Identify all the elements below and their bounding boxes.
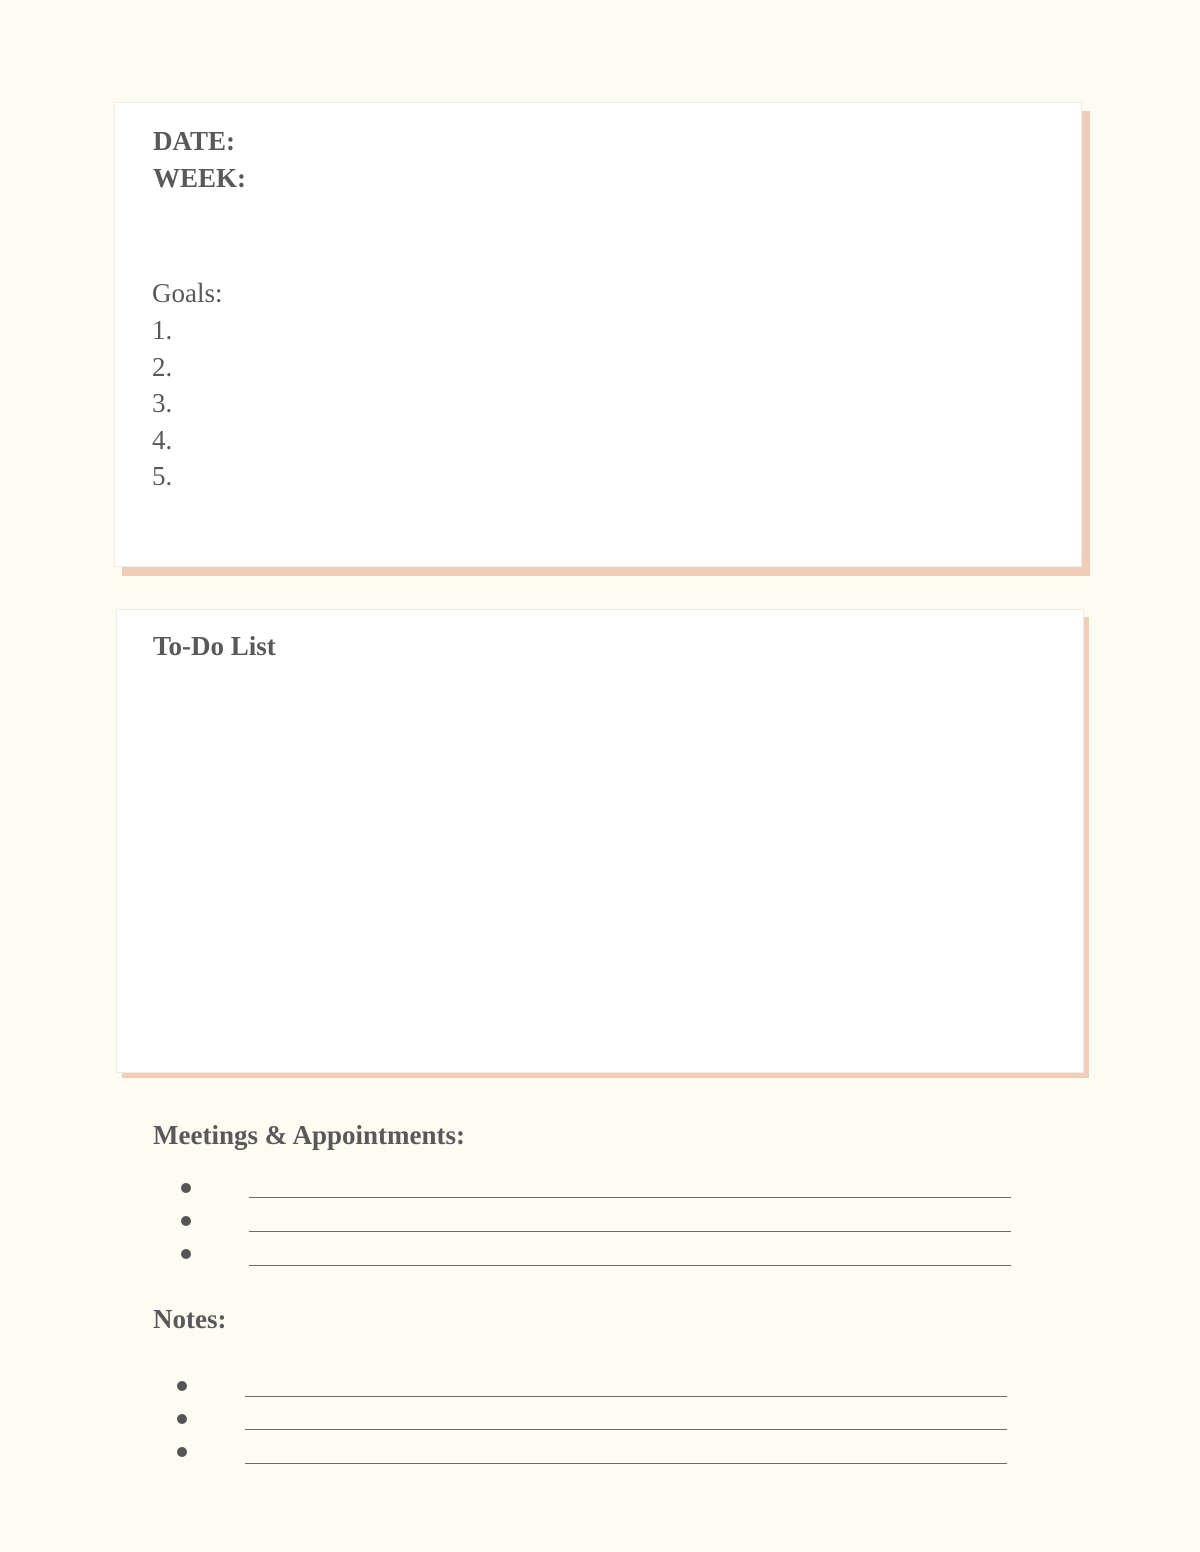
meetings-title: Meetings & Appointments:	[153, 1120, 465, 1150]
week-label: WEEK:	[153, 163, 247, 193]
note-bullet	[177, 1414, 187, 1424]
goal-item: 4.	[152, 424, 173, 455]
note-bullet	[177, 1447, 187, 1457]
meeting-entry-line[interactable]	[249, 1265, 1011, 1266]
todo-title: To-Do List	[153, 631, 276, 661]
goal-item: 5.	[152, 461, 173, 491]
goal-item: 2.	[152, 351, 173, 382]
note-bullet	[177, 1381, 187, 1391]
todo-card	[116, 609, 1084, 1073]
meeting-bullet	[181, 1216, 191, 1226]
header-card	[114, 102, 1082, 567]
notes-title: Notes:	[153, 1304, 227, 1334]
date-label: DATE:	[153, 126, 236, 156]
note-entry-line[interactable]	[245, 1463, 1007, 1464]
goals-label: Goals:	[152, 278, 223, 308]
goal-item: 3.	[152, 388, 173, 418]
meeting-bullet	[181, 1183, 191, 1193]
meeting-entry-line[interactable]	[249, 1197, 1011, 1198]
goal-item: 1.	[152, 315, 173, 345]
goals-list	[152, 312, 172, 495]
meeting-entry-line[interactable]	[249, 1231, 1011, 1232]
note-entry-line[interactable]	[245, 1396, 1007, 1397]
note-entry-line[interactable]	[245, 1429, 1007, 1430]
meeting-bullet	[181, 1249, 191, 1259]
